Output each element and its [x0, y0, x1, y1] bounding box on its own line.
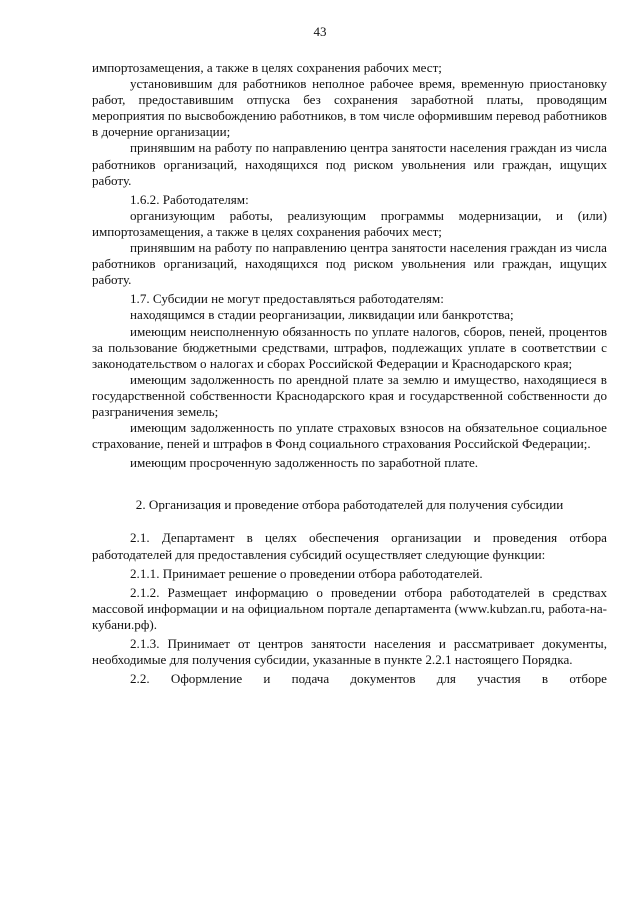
section-heading: 2. Организация и проведение отбора работодателей для получения субсидии: [135, 497, 564, 513]
paragraph: принявшим на работу по направлению центра занятости населения граждан из числа работников организаций, находящихся под риском увольнения или граждан, ищущих работу.: [92, 140, 607, 188]
paragraph: имеющим неисполненную обязанность по уплате налогов, сборов, пеней, процентов за пользование бюджетными средствами, штрафов, подлежащих уплате в соответствии с законодательством о налогах и сборах Российской Федерации и Краснодарского края;: [92, 323, 607, 371]
paragraph: находящимся в стадии реорганизации, ликвидации или банкротства;: [130, 307, 514, 323]
document-body: [92, 60, 607, 687]
paragraph: установившим для работников неполное рабочее время, временную приостановку работ, предоставившим отпуска без сохранения заработной платы, проводящим мероприятия по высвобождению работников, в том числе оформившим перевод работников в дочерние организации;: [92, 76, 607, 140]
paragraph: принявшим на работу по направлению центра занятости населения граждан из числа работников организаций, находящихся под риском увольнения или граждан, ищущих работу.: [92, 240, 607, 288]
paragraph: имеющим задолженность по уплате страховых взносов на обязательное социальное страхование, пеней и штрафов в Фонд социального страхования Российской Федерации;.: [92, 420, 607, 452]
paragraph: 2.1.1. Принимает решение о проведении отбора работодателей.: [130, 565, 483, 581]
clause-heading: 1.7. Субсидии не могут предоставляться работодателям:: [130, 291, 444, 307]
clause-heading: 1.6.2. Работодателям:: [130, 191, 249, 207]
paragraph: 2.1.2. Размещает информацию о проведении отбора работодателей в средствах массовой информации и на официальном портале департамента (www.kubzan.ru, работа-на-кубани.рф).: [92, 584, 607, 632]
paragraph: имеющим просроченную задолженность по заработной плате.: [130, 455, 479, 471]
paragraph: организующим работы, реализующим программы модернизации, и (или) импортозамещения, а также в целях сохранения рабочих мест;: [92, 207, 607, 239]
paragraph: 2.1. Департамент в целях обеспечения организации и проведения отбора работодателей для предоставления субсидий осуществляет следующие функции:: [92, 530, 607, 562]
paragraph: 2.1.3. Принимает от центров занятости населения и рассматривает документы, необходимые для получения субсидии, указанные в пункте 2.2.1 настоящего Порядка.: [92, 636, 607, 668]
paragraph: 2.2. Оформление и подача документов для участия в отборе: [130, 671, 607, 687]
paragraph: импортозамещения, а также в целях сохранения рабочих мест;: [92, 60, 442, 75]
page-number: 43: [313, 24, 327, 39]
paragraph: имеющим задолженность по арендной плате за землю и имущество, находящиеся в государственной собственности Краснодарского края и государственной собственности до разграничения земель;: [92, 371, 607, 419]
